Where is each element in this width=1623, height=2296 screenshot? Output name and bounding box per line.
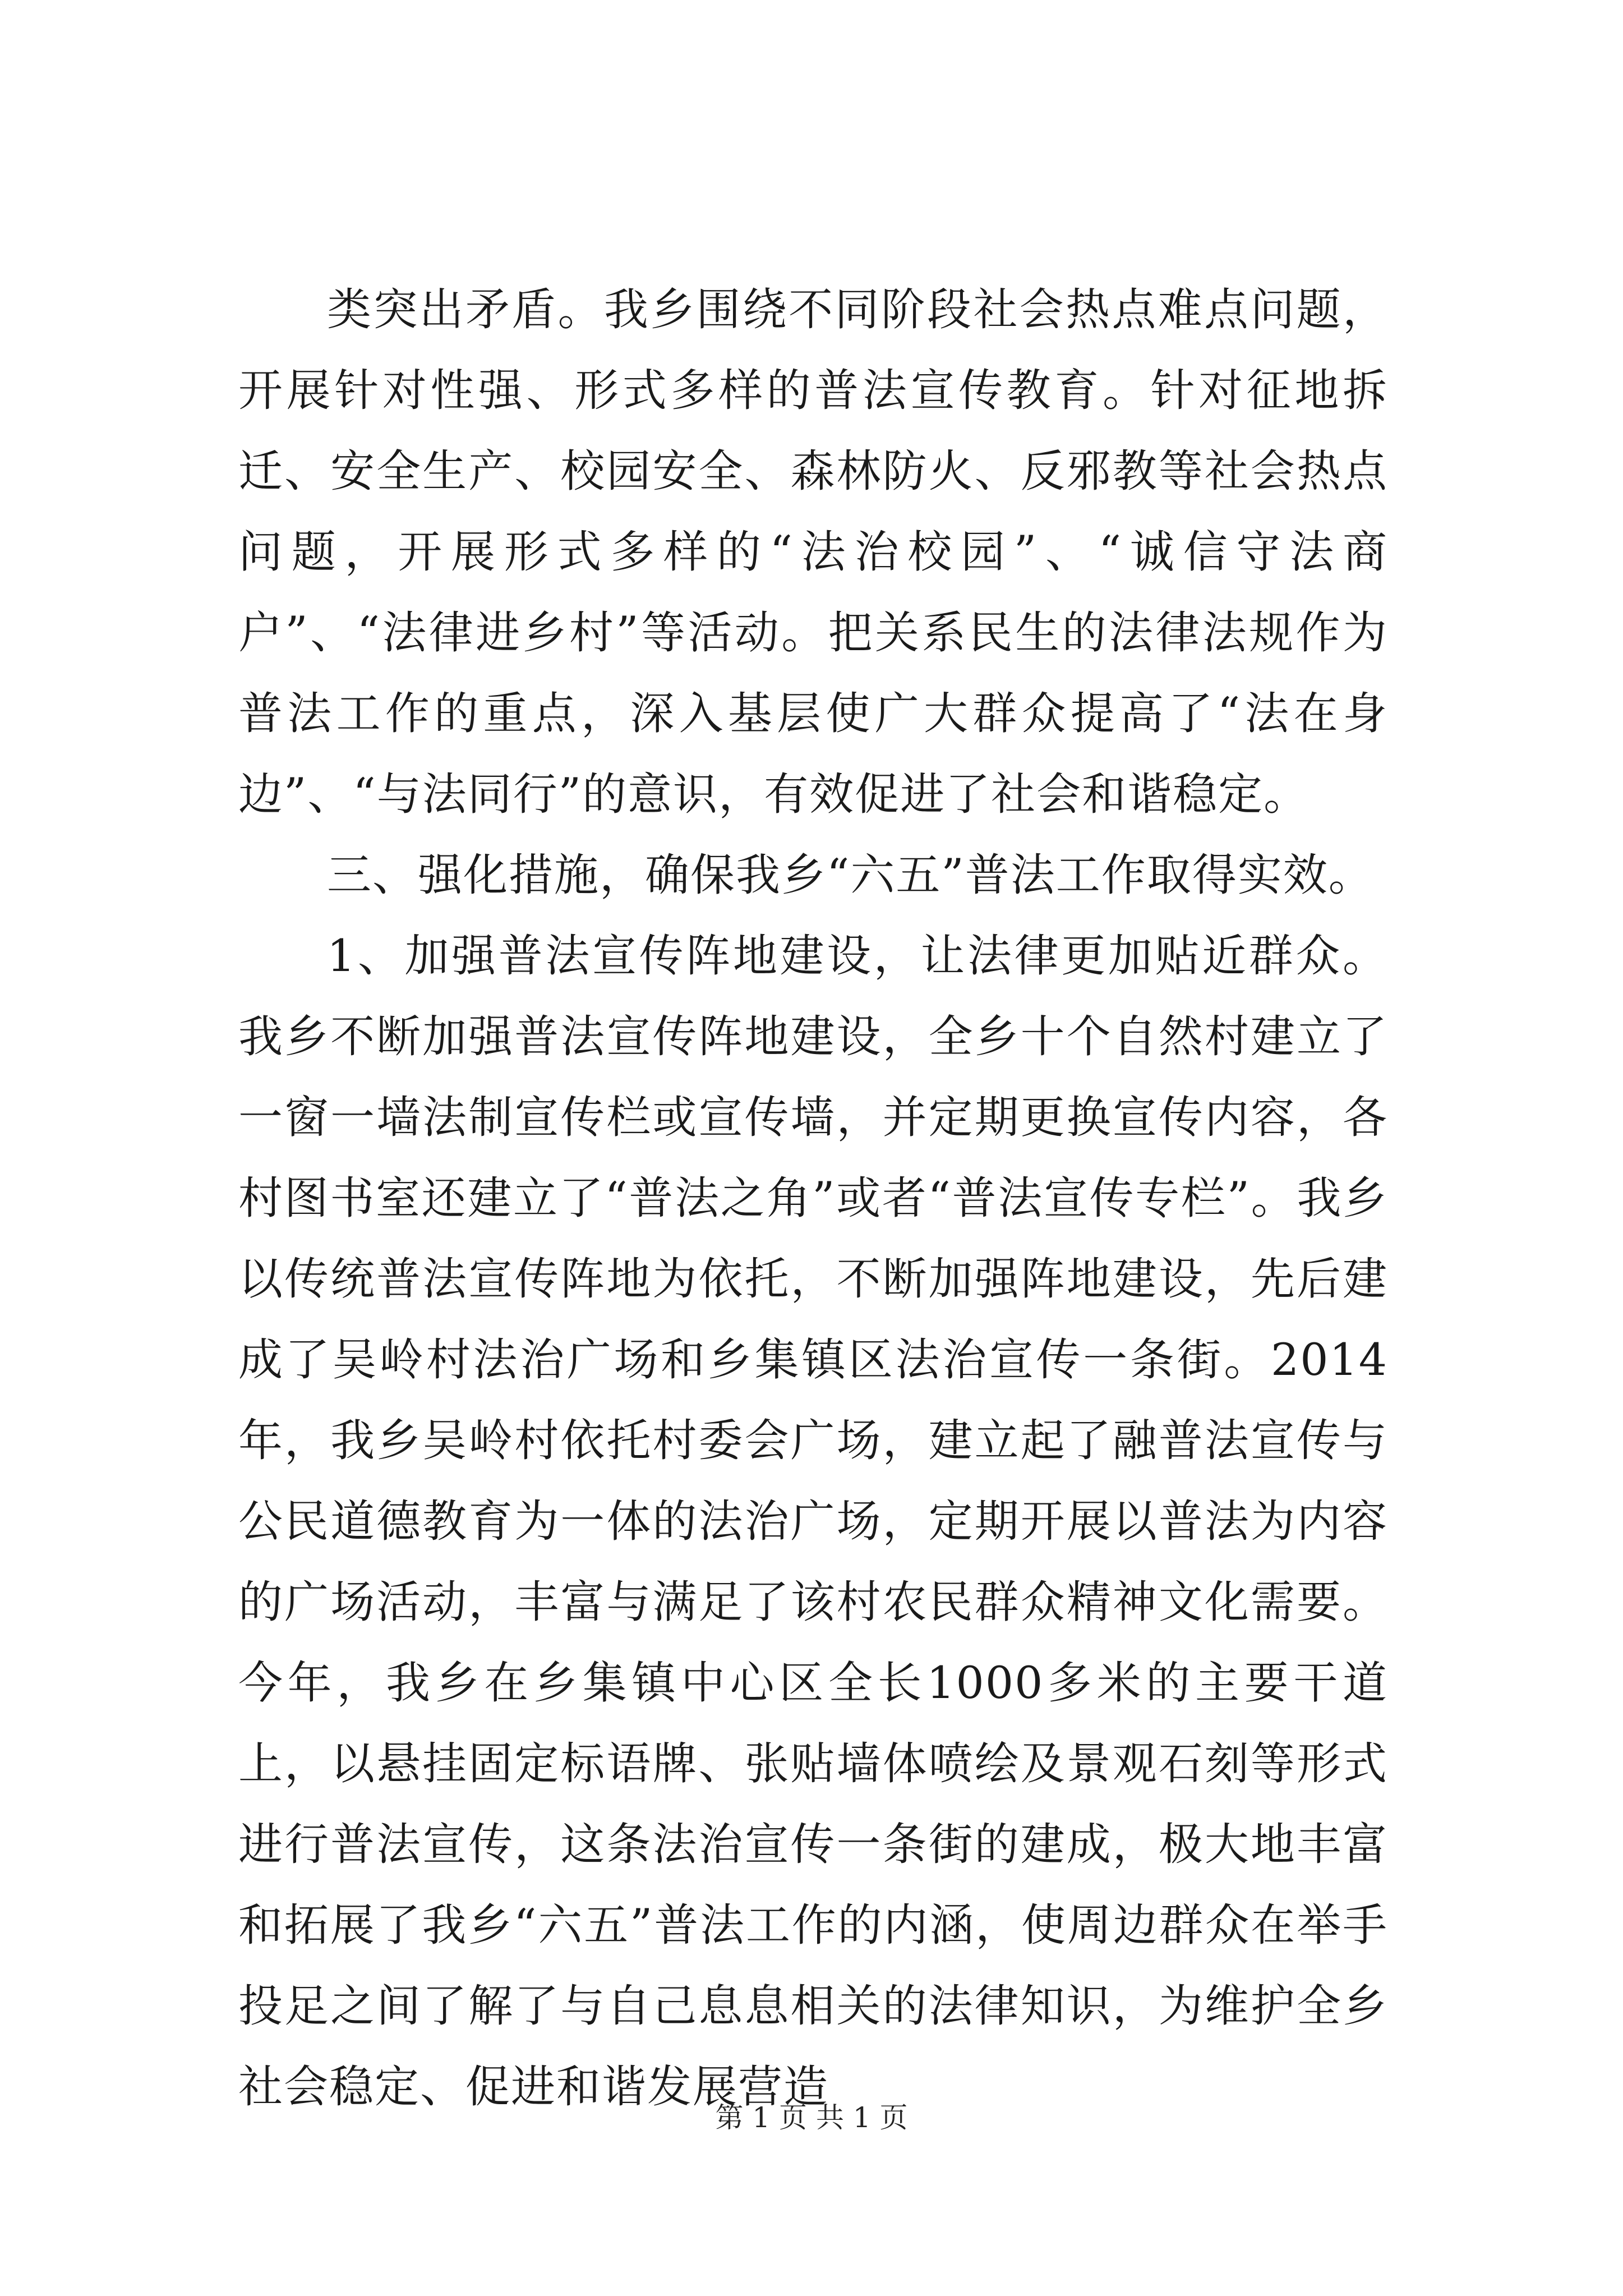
section-heading: 三、强化措施，确保我乡“六五”普法工作取得实效。 xyxy=(327,849,1374,901)
page-footer: 第 1 页 共 1 页 xyxy=(715,2101,908,2134)
paragraph-item-1: 1、加强普法宣传阵地建设，让法律更加贴近群众。我乡不断加强普法宣传阵地建设，全乡十个自然村建立了一窗一墙法制宣传栏或宣传墙，并定期更换宣传内容，各村图书室还建立了“普法之角”或者“普法宣传专栏”。我乡以传统普法宣传阵地为依托，不断加强阵地建设，先后建成了吴岭村法治广场和乡集镇区法治宣传一条街。2014年，我乡吴岭村依托村委会广场，建立起了融普法宣传与公民道德教育为一体的法治广场，定期开展以普法为内容的广场活动，丰富与满足了该村农民群众精神文化需要。今年，我乡在乡集镇中心区全长1000多米的主要干道上，以悬挂固定标语牌、张贴墙体喷绘及景观石刻等形式进行普法宣传，这条法治宣传一条街的建成，极大地丰富和拓展了我乡“六五”普法工作的内涵，使周边群众在举手投足之间了解了与自己息息相关的法律知识，为维护全乡社会稳定、促进和谐发展营造 xyxy=(238,930,1388,2113)
paragraph-continuation: 类突出矛盾。我乡围绕不同阶段社会热点难点问题，开展针对性强、形式多样的普法宣传教育。针对征地拆迁、安全生产、校园安全、森林防火、反邪教等社会热点问题，开展形式多样的“法治校园”、“诚信守法商户”、“法律进乡村”等活动。把关系民生的法律法规作为普法工作的重点，深入基层使广大群众提高了“法在身边”、“与法同行”的意识，有效促进了社会和谐稳定。 xyxy=(238,284,1388,820)
document-body xyxy=(238,269,1388,2127)
